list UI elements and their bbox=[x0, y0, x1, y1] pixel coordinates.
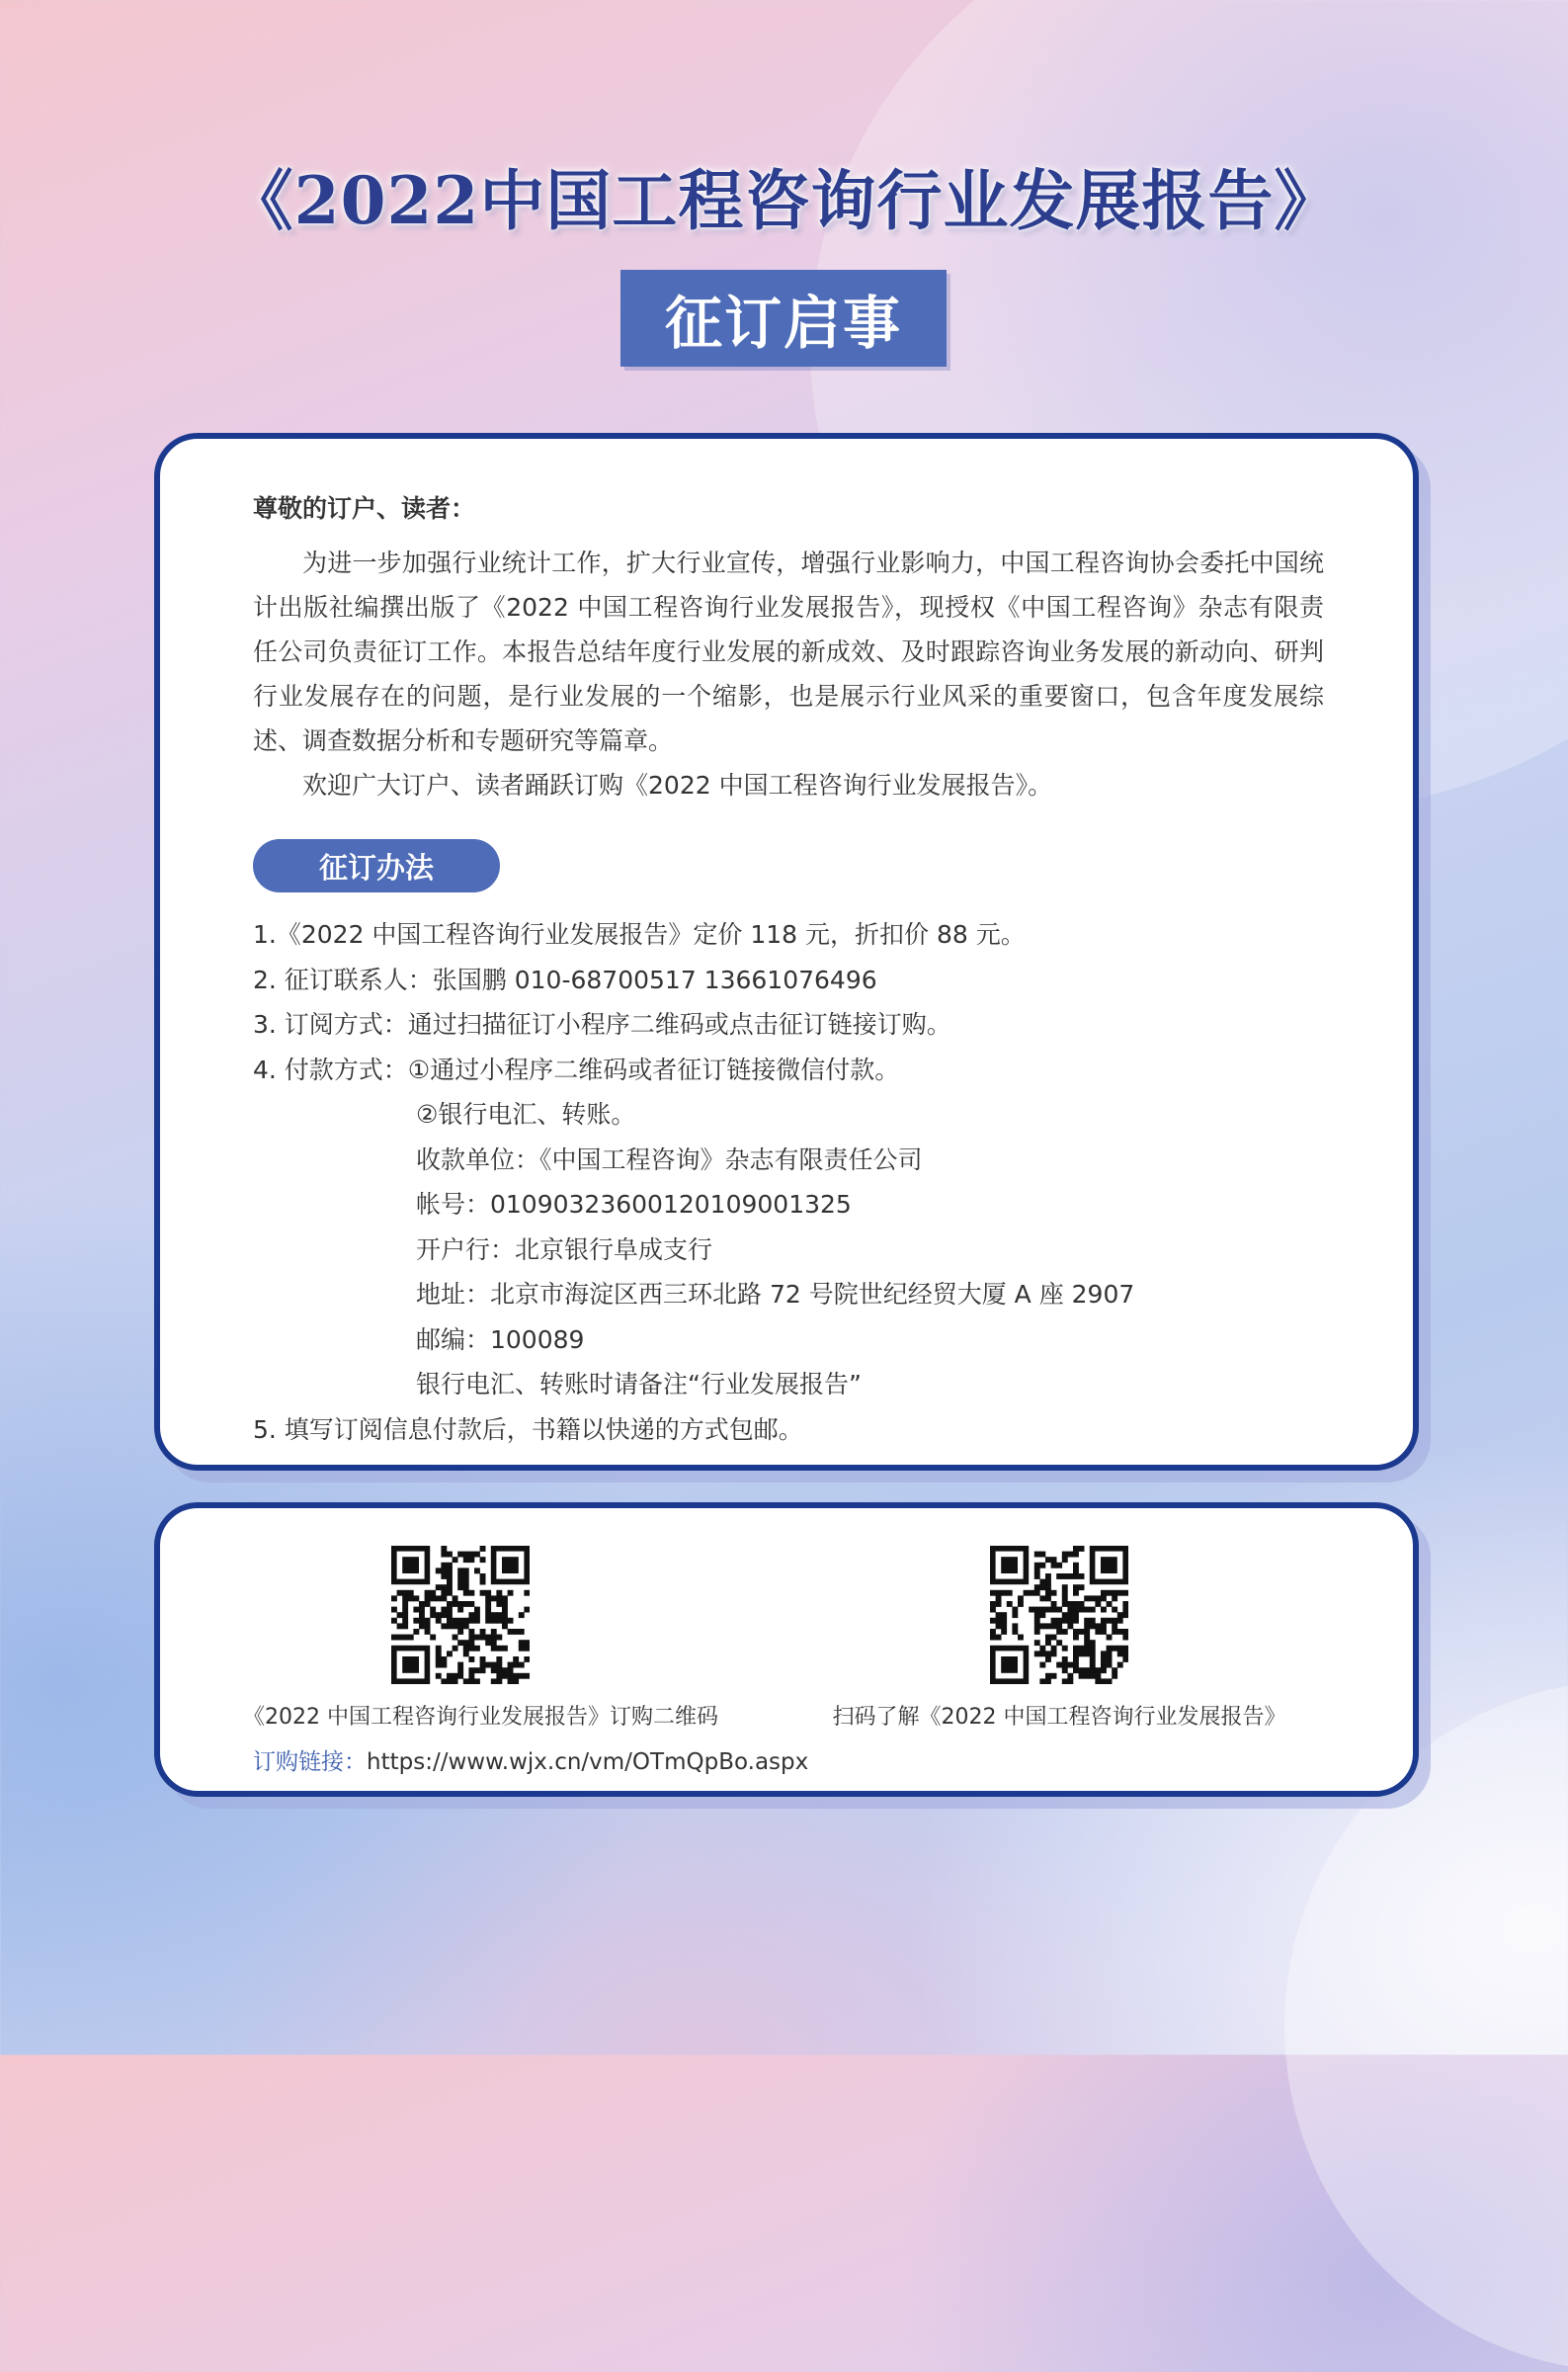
payment-payee: 收款单位：《中国工程咨询》杂志有限责任公司 bbox=[416, 1144, 923, 1174]
subtitle-banner: 征订启事 bbox=[620, 270, 947, 367]
method-item-3: 3. 订阅方式：通过扫描征订小程序二维码或点击征订链接订购。 bbox=[253, 1010, 951, 1039]
order-link-label: 订购链接： bbox=[253, 1749, 367, 1775]
payment-postcode: 邮编：100089 bbox=[416, 1324, 585, 1354]
info-qr-caption: 扫码了解《2022 中国工程咨询行业发展报告》 bbox=[832, 1705, 1286, 1730]
payment-bank: 开户行：北京银行阜成支行 bbox=[416, 1234, 713, 1264]
greeting: 尊敬的订户、读者： bbox=[253, 494, 476, 523]
method-heading: 征订办法 bbox=[253, 839, 500, 892]
method-item-1: 1.《2022 中国工程咨询行业发展报告》定价 118 元，折扣价 88 元。 bbox=[253, 920, 1026, 949]
method-item-4: 4. 付款方式：①通过小程序二维码或者征订链接微信付款。 bbox=[253, 1055, 900, 1084]
method-item-5: 5. 填写订阅信息付款后，书籍以快递的方式包邮。 bbox=[253, 1414, 803, 1444]
payment-note: 银行电汇、转账时请备注“行业发展报告” bbox=[416, 1370, 862, 1398]
announcement-card bbox=[154, 433, 1419, 1471]
intro-paragraph-1: 为进一步加强行业统计工作，扩大行业宣传，增强行业影响力，中国工程咨询协会委托中国统计出版社编撰出版了《2022 中国工程咨询行业发展报告》，现授权《中国工程咨询》杂志有限责任公司负责征订工作。本报告总结年度行业发展的新成效、及时跟踪咨询业务发展的新动向、研判行业发展存在的问题，是行业发展的一个缩影，也是展示行业风采的重要窗口，包含年度发展综述、调查数据分析和专题研究等篇章。 bbox=[253, 549, 1324, 755]
info-qr-code-icon[interactable] bbox=[990, 1546, 1128, 1684]
order-qr-code-icon[interactable] bbox=[391, 1546, 530, 1684]
intro-paragraph-2: 欢迎广大订户、读者踊跃订购《2022 中国工程咨询行业发展报告》。 bbox=[302, 771, 1053, 800]
method-item-2: 2. 征订联系人：张国鹏 010-68700517 13661076496 bbox=[253, 965, 877, 994]
payment-address: 地址：北京市海淀区西三环北路 72 号院世纪经贸大厦 A 座 2907 bbox=[416, 1280, 1135, 1309]
page-title: 《2022中国工程咨询行业发展报告》 bbox=[227, 162, 1341, 239]
payment-account: 帐号：01090323600120109001325 bbox=[416, 1190, 852, 1219]
qr-block-info bbox=[812, 1546, 1306, 1731]
qr-block-order bbox=[243, 1546, 718, 1731]
payment-bank-transfer: ②银行电汇、转账。 bbox=[416, 1100, 636, 1129]
order-link[interactable]: https://www.wjx.cn/vm/OTmQpBo.aspx bbox=[367, 1749, 809, 1775]
order-link-line bbox=[253, 1743, 808, 1776]
method-list bbox=[253, 912, 1324, 1452]
qr-card bbox=[154, 1502, 1419, 1797]
order-qr-caption: 《2022 中国工程咨询行业发展报告》订购二维码 bbox=[243, 1705, 718, 1730]
